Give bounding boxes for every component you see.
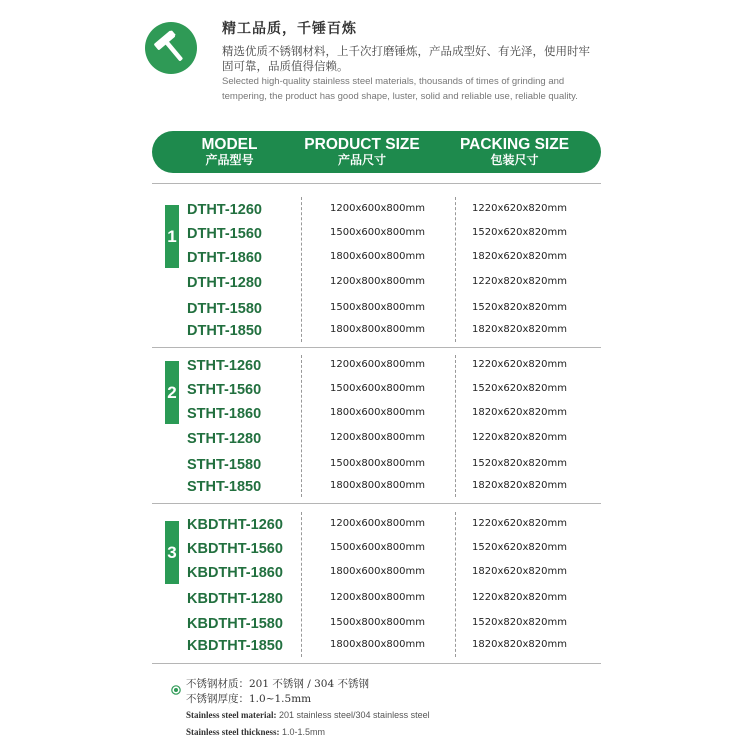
group-number-badge: 3 bbox=[165, 521, 179, 584]
section-divider bbox=[152, 663, 601, 664]
product-size-header-en: PRODUCT SIZE bbox=[304, 136, 420, 153]
model-name: KBDTHT-1560 bbox=[187, 541, 283, 557]
model-name: DTHT-1560 bbox=[187, 226, 262, 242]
product-size: 1200x800x800mm bbox=[330, 432, 425, 443]
section-divider bbox=[152, 503, 601, 504]
thickness-cn: 不锈钢厚度：1.0~1.5mm bbox=[186, 693, 312, 705]
product-size: 1500x600x800mm bbox=[330, 227, 425, 238]
packing-size: 1220x620x820mm bbox=[472, 359, 567, 370]
product-size: 1200x600x800mm bbox=[330, 359, 425, 370]
packing-size: 1220x620x820mm bbox=[472, 518, 567, 529]
material-cn: 不锈钢材质：201 不锈钢 / 304 不锈钢 bbox=[186, 678, 369, 690]
model-name: DTHT-1280 bbox=[187, 275, 262, 291]
model-name: STHT-1560 bbox=[187, 382, 262, 398]
packing-size-header-cn: 包装尺寸 bbox=[490, 153, 539, 167]
product-size: 1500x800x800mm bbox=[330, 617, 425, 628]
packing-size: 1820x620x820mm bbox=[472, 407, 567, 418]
packing-size: 1520x620x820mm bbox=[472, 383, 567, 394]
product-size: 1500x600x800mm bbox=[330, 383, 425, 394]
packing-size: 1820x820x820mm bbox=[472, 480, 567, 491]
product-size-column-header bbox=[292, 136, 432, 168]
packing-size: 1520x620x820mm bbox=[472, 227, 567, 238]
material-en-label: Stainless steel material: bbox=[186, 710, 277, 720]
model-name: DTHT-1860 bbox=[187, 250, 262, 266]
bullet-icon bbox=[171, 680, 181, 699]
model-name: DTHT-1580 bbox=[187, 301, 262, 317]
description-en: Selected high-quality stainless steel materials, thousands of times of grinding and tempering, the product has good shape, luster, solid and reliable use, reliable quality. bbox=[222, 76, 578, 102]
table-header bbox=[152, 131, 601, 173]
column-divider bbox=[301, 355, 302, 497]
column-divider bbox=[301, 512, 302, 657]
product-size: 1200x800x800mm bbox=[330, 592, 425, 603]
column-divider bbox=[455, 512, 456, 657]
model-name: STHT-1580 bbox=[187, 457, 262, 473]
section-divider bbox=[152, 347, 601, 348]
thickness-en-value: 1.0-1.5mm bbox=[282, 727, 326, 737]
model-column-header bbox=[182, 136, 277, 168]
column-divider bbox=[301, 197, 302, 342]
product-size: 1500x800x800mm bbox=[330, 458, 425, 469]
packing-size-header-en: PACKING SIZE bbox=[459, 136, 570, 153]
product-size: 1500x600x800mm bbox=[330, 542, 425, 553]
product-size: 1200x600x800mm bbox=[330, 203, 425, 214]
description-cn: 精选优质不锈钢材料，上千次打磨锤炼，产品成型好、有光泽，使用时牢固可靠，品质值得信赖。 bbox=[222, 44, 590, 73]
product-size: 1800x600x800mm bbox=[330, 566, 425, 577]
model-name: DTHT-1260 bbox=[187, 202, 262, 218]
packing-size: 1220x820x820mm bbox=[472, 592, 567, 603]
thickness-en-label: Stainless steel thickness: bbox=[186, 727, 280, 737]
packing-size-column-header bbox=[442, 136, 587, 168]
packing-size: 1220x620x820mm bbox=[472, 203, 567, 214]
packing-size: 1520x820x820mm bbox=[472, 302, 567, 313]
product-size-header-cn: 产品尺寸 bbox=[337, 153, 386, 167]
model-name: STHT-1850 bbox=[187, 479, 262, 495]
column-divider bbox=[455, 355, 456, 497]
model-name: KBDTHT-1580 bbox=[187, 616, 283, 632]
model-name: KBDTHT-1860 bbox=[187, 565, 283, 581]
material-en-value: 201 stainless steel/304 stainless steel bbox=[279, 710, 430, 720]
model-name: STHT-1280 bbox=[187, 431, 262, 447]
product-size: 1800x800x800mm bbox=[330, 639, 425, 650]
group-number-badge: 2 bbox=[165, 361, 179, 424]
model-name: STHT-1860 bbox=[187, 406, 262, 422]
packing-size: 1820x820x820mm bbox=[472, 639, 567, 650]
packing-size: 1220x820x820mm bbox=[472, 276, 567, 287]
thickness-en bbox=[186, 727, 325, 737]
packing-size: 1820x620x820mm bbox=[472, 251, 567, 262]
packing-size: 1520x620x820mm bbox=[472, 542, 567, 553]
packing-size: 1820x820x820mm bbox=[472, 324, 567, 335]
model-name: DTHT-1850 bbox=[187, 323, 262, 339]
model-header-cn: 产品型号 bbox=[205, 153, 254, 167]
model-header-en: MODEL bbox=[201, 136, 258, 153]
product-size: 1800x600x800mm bbox=[330, 251, 425, 262]
model-name: KBDTHT-1260 bbox=[187, 517, 283, 533]
product-size: 1800x600x800mm bbox=[330, 407, 425, 418]
group-number-badge: 1 bbox=[165, 205, 179, 268]
section-divider bbox=[152, 183, 601, 184]
product-size: 1200x600x800mm bbox=[330, 518, 425, 529]
model-name: STHT-1260 bbox=[187, 358, 262, 374]
product-size: 1500x800x800mm bbox=[330, 302, 425, 313]
packing-size: 1520x820x820mm bbox=[472, 617, 567, 628]
page-title: 精工品质，千锤百炼 bbox=[222, 21, 357, 37]
packing-size: 1820x620x820mm bbox=[472, 566, 567, 577]
column-divider bbox=[455, 197, 456, 342]
product-size: 1800x800x800mm bbox=[330, 480, 425, 491]
packing-size: 1220x820x820mm bbox=[472, 432, 567, 443]
model-name: KBDTHT-1850 bbox=[187, 638, 283, 654]
product-size: 1800x800x800mm bbox=[330, 324, 425, 335]
material-en bbox=[186, 710, 430, 720]
hammer-icon bbox=[145, 22, 197, 74]
model-name: KBDTHT-1280 bbox=[187, 591, 283, 607]
product-size: 1200x800x800mm bbox=[330, 276, 425, 287]
packing-size: 1520x820x820mm bbox=[472, 458, 567, 469]
